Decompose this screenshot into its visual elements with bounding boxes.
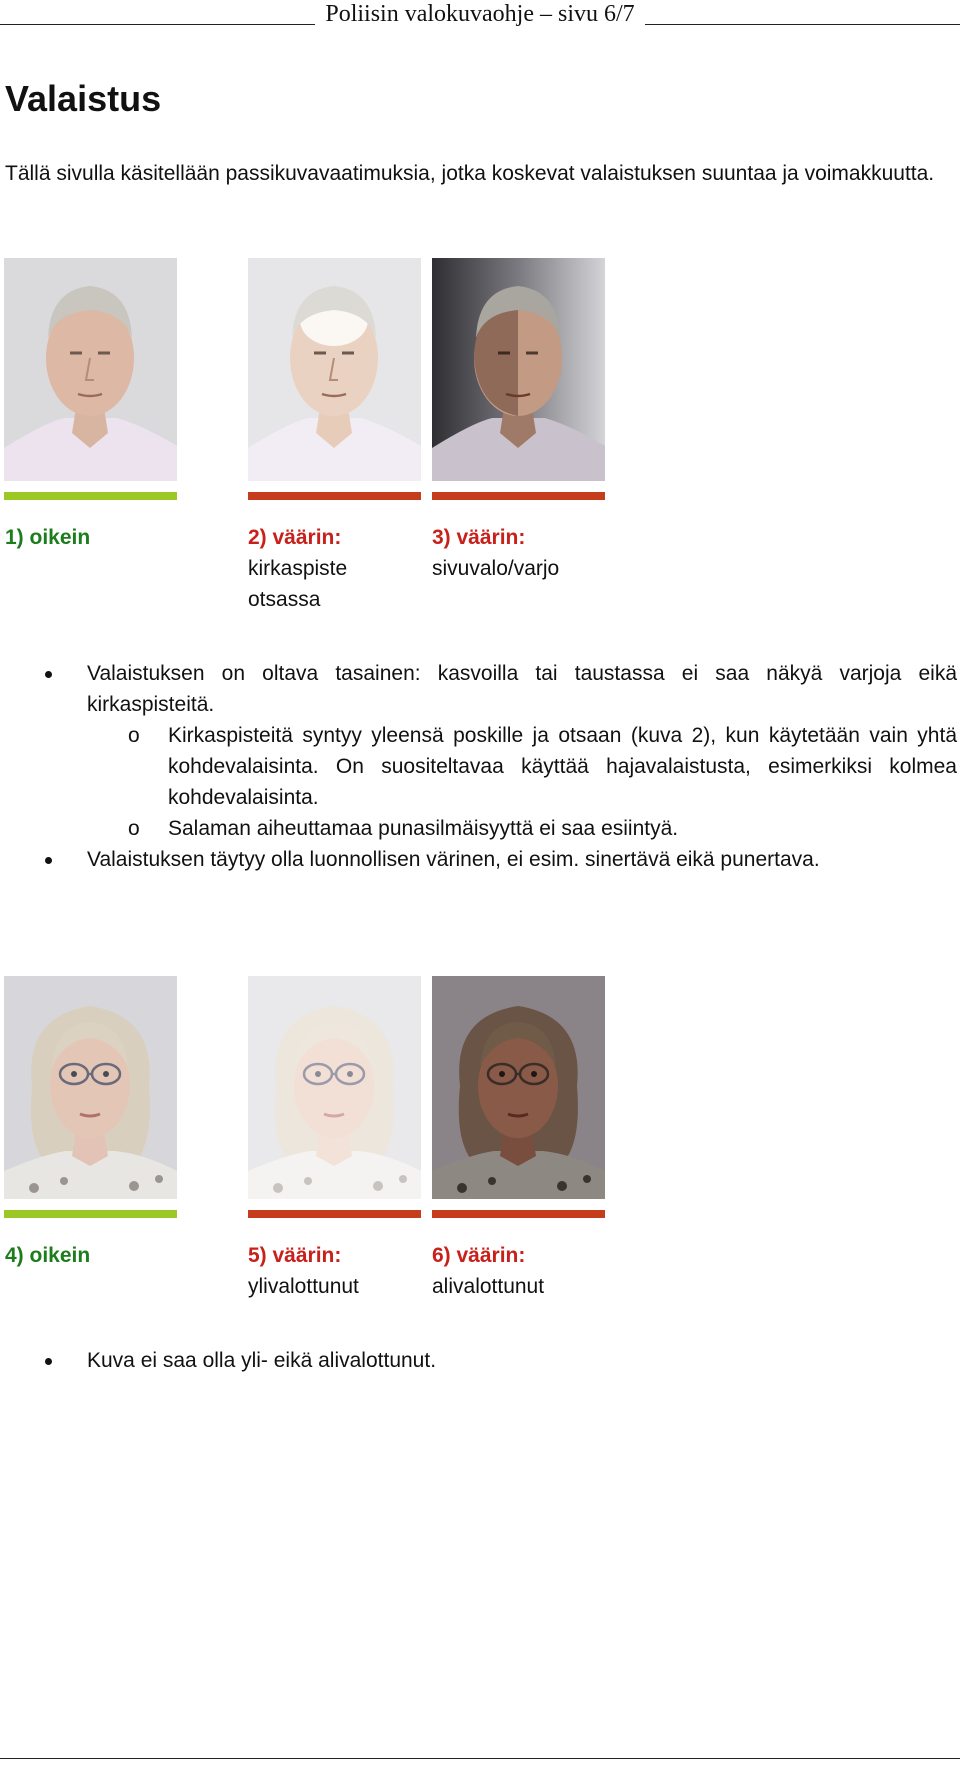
sub-bullet-marker: o [128, 817, 140, 840]
bullet-dot [45, 857, 52, 864]
caption-head: 2) väärin: [248, 526, 342, 549]
bullet-list-exposure [0, 1345, 960, 1376]
list-item [0, 658, 960, 720]
photo-hotspot-forehead [248, 258, 421, 481]
status-bar-correct [4, 492, 177, 500]
sub-bullet-text: Salaman aiheuttamaa punasilmäisyyttä ei saa esiintyä. [168, 817, 679, 840]
header-text: Poliisin valokuvaohje – sivu 6/7 [325, 1, 635, 27]
status-bar-wrong [248, 492, 421, 500]
header-rule-right [645, 24, 960, 25]
bullet-dot [45, 1358, 52, 1365]
caption-sub: sivuvalo/varjo [432, 557, 560, 580]
status-bar-wrong [432, 1210, 605, 1218]
caption-sub: ylivalottunut [248, 1275, 359, 1298]
caption-head: 5) väärin: [248, 1244, 342, 1267]
page-title: Valaistus [5, 78, 162, 119]
caption-photo-4 [5, 1240, 185, 1271]
bullet-text: Valaistuksen on oltava tasainen: kasvoilla tai taustassa ei saa näkyä varjoja eikä kirkaspisteitä. [87, 662, 957, 716]
caption-sub: alivalottunut [432, 1275, 545, 1298]
sub-list-item [0, 720, 960, 813]
list-item [0, 844, 960, 875]
sub-bullet-text: Kirkaspisteitä syntyy yleensä poskille ja otsaan (kuva 2), kun käytetään vain yhtä kohdevalaisinta. On suositeltavaa käyttää hajavalaistusta, esimerkiksi kolmea kohdevalaisinta. [168, 724, 957, 809]
photo-overexposed [248, 976, 421, 1199]
sub-bullet-marker: o [128, 724, 140, 747]
caption-head: 3) väärin: [432, 526, 526, 549]
caption-head: 6) väärin: [432, 1244, 526, 1267]
photo-underexposed [432, 976, 605, 1199]
caption-sub: kirkaspiste otsassa [248, 557, 348, 611]
footer-rule [0, 1758, 960, 1759]
list-item [0, 1345, 960, 1376]
caption-photo-5 [248, 1240, 428, 1302]
photo-correct-exposure [4, 976, 177, 1199]
caption-head: 4) oikein [5, 1244, 91, 1267]
bullet-text: Valaistuksen täytyy olla luonnollisen värinen, ei esim. sinertävä eikä punertava. [87, 848, 820, 871]
sub-list-item [0, 813, 960, 844]
caption-photo-3 [432, 522, 612, 584]
bullet-list-lighting [0, 658, 960, 875]
caption-head: 1) oikein [5, 526, 91, 549]
photo-side-light-shadow [432, 258, 605, 481]
header-rule-left [0, 24, 315, 25]
status-bar-wrong [248, 1210, 421, 1218]
caption-photo-6 [432, 1240, 612, 1302]
status-bar-wrong [432, 492, 605, 500]
bullet-dot [45, 671, 52, 678]
page-header [0, 2, 960, 28]
photo-correct-lighting [4, 258, 177, 481]
bullet-text: Kuva ei saa olla yli- eikä alivalottunut. [87, 1349, 437, 1372]
caption-photo-1 [5, 522, 185, 553]
caption-photo-2 [248, 522, 398, 615]
status-bar-correct [4, 1210, 177, 1218]
intro-paragraph: Tällä sivulla käsitellään passikuvavaatimuksia, jotka koskevat valaistuksen suuntaa ja voimakkuutta. [5, 162, 935, 185]
